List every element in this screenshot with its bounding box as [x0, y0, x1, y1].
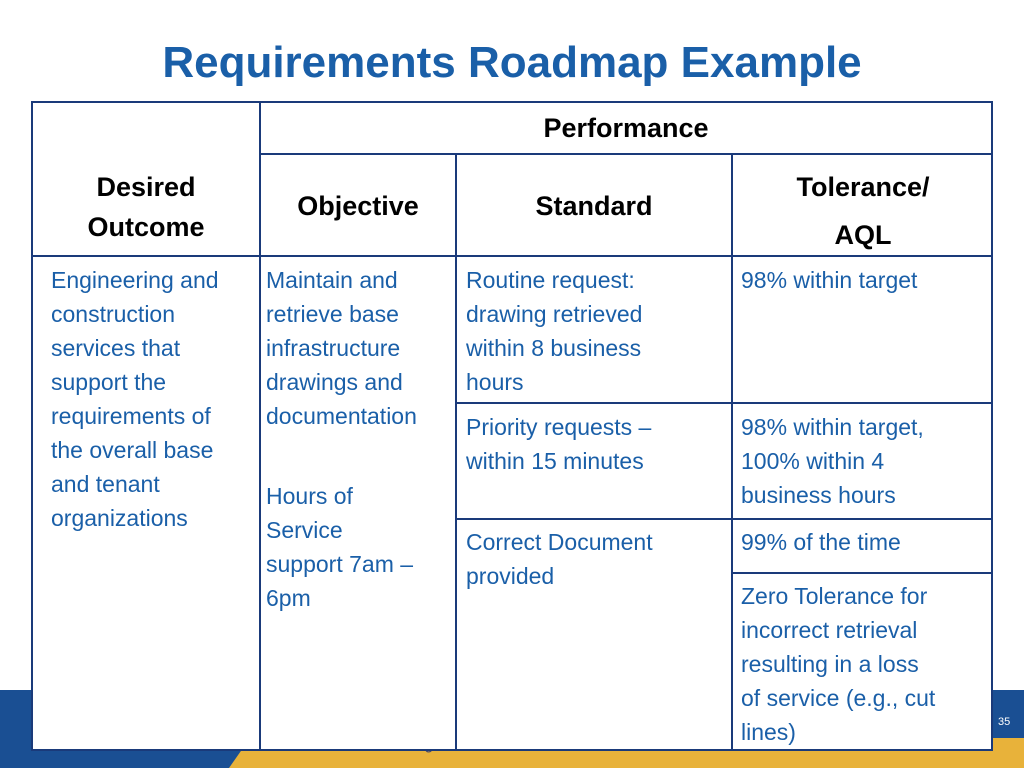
grid-line	[455, 518, 993, 520]
desired-outcome-line: support the	[51, 369, 167, 395]
desired-outcome-text	[51, 263, 259, 535]
standard-routine	[466, 263, 728, 399]
standard-line: within 8 business	[466, 335, 642, 361]
header-performance: Performance	[543, 113, 709, 143]
standard-priority	[466, 410, 728, 478]
header-desired-outcome-line1: Desired	[96, 172, 196, 202]
tolerance-line: Zero Tolerance for	[741, 583, 928, 609]
standard-line: Routine request:	[466, 267, 635, 293]
objective-line: retrieve base	[266, 301, 399, 327]
objective-text	[266, 263, 454, 615]
standard-line: Correct Document	[466, 529, 653, 555]
desired-outcome-line: requirements of	[51, 403, 211, 429]
slide-title: Requirements Roadmap Example	[162, 38, 862, 87]
standard-line: provided	[466, 563, 555, 589]
tolerance-line: of service (e.g., cut	[741, 685, 936, 711]
tolerance-line: business hours	[741, 482, 896, 508]
desired-outcome-line: and tenant	[51, 471, 160, 497]
tolerance-line: lines)	[741, 719, 796, 745]
header-tolerance-line1: Tolerance/	[796, 172, 930, 202]
header-desired-outcome-line2: Outcome	[87, 212, 205, 242]
objective-line: infrastructure	[266, 335, 401, 361]
desired-outcome-line: services that	[51, 335, 181, 361]
header-desired-outcome	[33, 167, 259, 247]
desired-outcome-line: organizations	[51, 505, 188, 531]
header-aql-line2: AQL	[834, 220, 892, 250]
objective-line: documentation	[266, 403, 417, 429]
tolerance-routine	[741, 263, 991, 297]
desired-outcome-line: the overall base	[51, 437, 214, 463]
tolerance-line: incorrect retrieval	[741, 617, 918, 643]
objective-line: 6pm	[266, 585, 311, 611]
objective-line: Maintain and	[266, 267, 398, 293]
objective-spacer	[266, 433, 454, 479]
tolerance-correct-document	[741, 525, 991, 559]
objective-line: support 7am –	[266, 551, 414, 577]
tolerance-line: 98% within target,	[741, 414, 924, 440]
grid-line	[455, 402, 993, 404]
tolerance-line: resulting in a loss	[741, 651, 919, 677]
tolerance-line: 100% within 4	[741, 448, 885, 474]
objective-line: drawings and	[266, 369, 403, 395]
roadmap-table	[31, 101, 993, 751]
tolerance-line: 98% within target	[741, 267, 918, 293]
standard-line: hours	[466, 369, 524, 395]
objective-line: Service	[266, 517, 343, 543]
standard-correct-document	[466, 525, 728, 593]
grid-line	[731, 572, 993, 574]
page-number: 35	[998, 716, 1011, 728]
standard-line: Priority requests –	[466, 414, 652, 440]
tolerance-zero	[741, 579, 991, 749]
header-standard: Standard	[535, 191, 653, 221]
header-objective: Objective	[297, 191, 419, 221]
standard-line: within 15 minutes	[466, 448, 644, 474]
standard-line: drawing retrieved	[466, 301, 643, 327]
desired-outcome-line: construction	[51, 301, 176, 327]
header-tolerance-aql	[733, 163, 993, 259]
objective-line: Hours of	[266, 483, 353, 509]
tolerance-priority	[741, 410, 991, 512]
grid-line	[455, 154, 457, 749]
grid-line	[259, 153, 993, 155]
desired-outcome-line: Engineering and	[51, 267, 219, 293]
tolerance-line: 99% of the time	[741, 529, 901, 555]
